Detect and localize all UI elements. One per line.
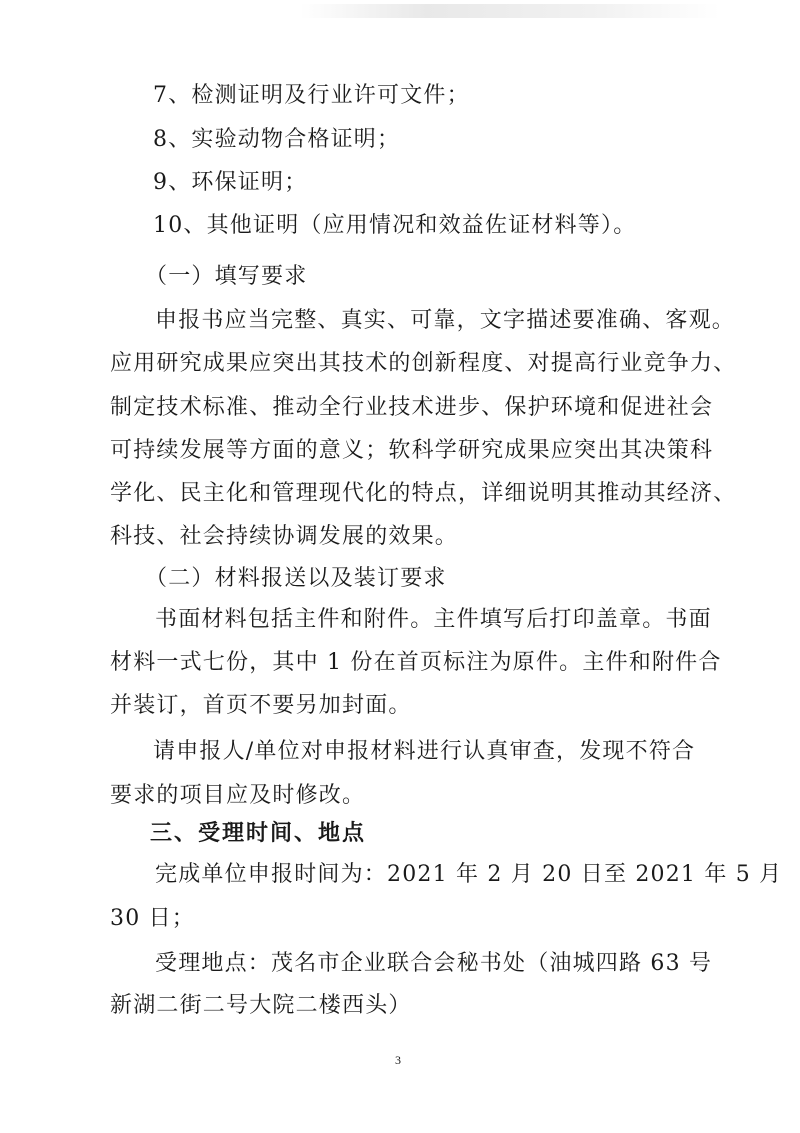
paragraph-line: 请申报人/单位对申报材料进行认真审查，发现不符合 — [153, 739, 696, 764]
paragraph-line: 制定技术标准、推动全行业技术进步、保护环境和促进社会 — [110, 395, 714, 420]
paragraph-line: 完成单位申报时间为：2021 年 2 月 20 日至 2021 年 5 月 — [155, 862, 783, 887]
scan-artifact — [300, 4, 720, 18]
paragraph-line: 并装订，首页不要另加封面。 — [110, 693, 412, 718]
paragraph-line: 学化、民主化和管理现代化的特点，详细说明其推动其经济、 — [110, 481, 737, 506]
paragraph-line: 书面材料包括主件和附件。主件填写后打印盖章。书面 — [155, 607, 712, 632]
paragraph-line: 材料一式七份，其中 1 份在首页标注为原件。主件和附件合 — [110, 650, 722, 675]
page-number: 3 — [395, 1053, 401, 1067]
paragraph-line: 应用研究成果应突出其技术的创新程度、对提高行业竞争力、 — [110, 351, 737, 376]
subheading-fill-requirements: （一）填写要求 — [145, 264, 308, 289]
paragraph-line: 受理地点：茂名市企业联合会秘书处（油城四路 63 号 — [155, 951, 713, 976]
paragraph-line: 要求的项目应及时修改。 — [110, 783, 366, 808]
list-item-9: 9、环保证明； — [153, 170, 308, 195]
section-heading-time-location: 三、受理时间、地点 — [150, 821, 367, 846]
list-item-7: 7、检测证明及行业许可文件； — [153, 83, 470, 108]
list-item-10: 10、其他证明（应用情况和效益佐证材料等）。 — [153, 213, 637, 238]
subheading-submission-requirements: （二）材料报送以及装订要求 — [145, 566, 447, 591]
paragraph-line: 可持续发展等方面的意义；软科学研究成果应突出其决策科 — [110, 438, 714, 463]
paragraph-line: 科技、社会持续协调发展的效果。 — [110, 524, 459, 549]
list-item-8: 8、实验动物合格证明； — [153, 127, 401, 152]
paragraph-line: 30 日； — [110, 906, 195, 931]
paragraph-line: 申报书应当完整、真实、可靠，文字描述要准确、客观。 — [155, 308, 736, 333]
paragraph-line: 新湖二街二号大院二楼西头） — [110, 993, 412, 1018]
